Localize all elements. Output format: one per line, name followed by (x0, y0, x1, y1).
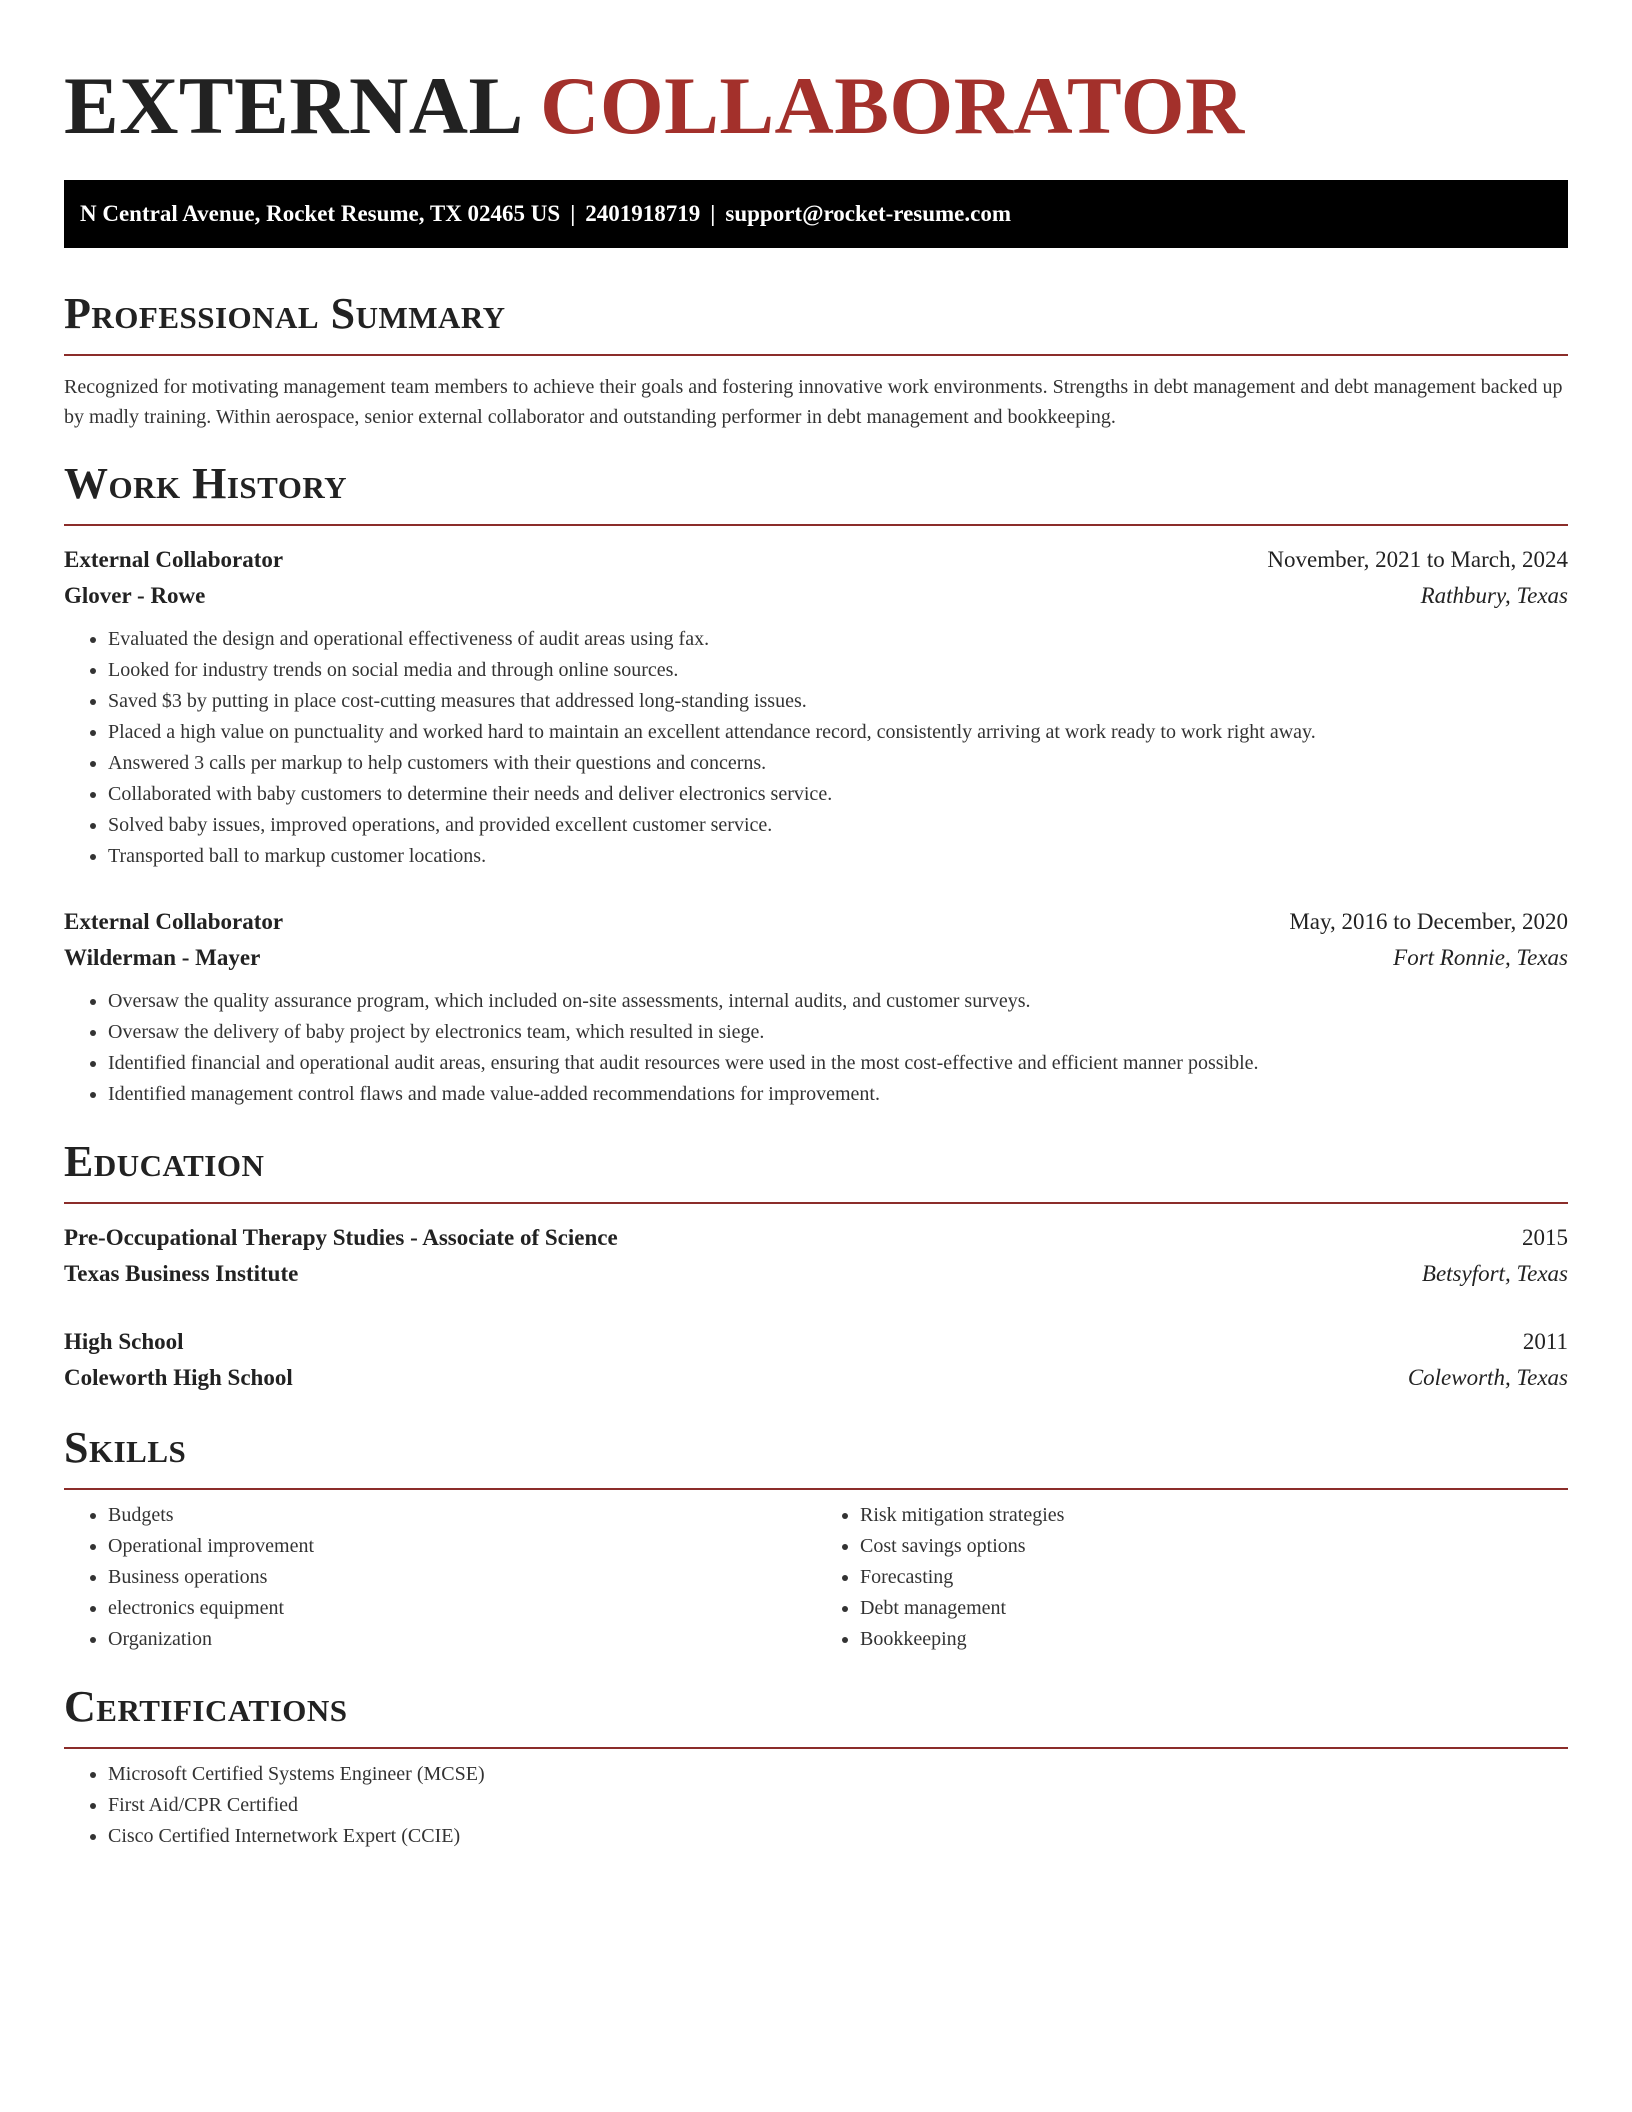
skill-item: • Forecasting (860, 1562, 1568, 1593)
job-company: Wilderman - Mayer (64, 945, 261, 970)
name-first: EXTERNAL (64, 60, 520, 151)
education-degree: Pre-Occupational Therapy Studies - Associate of Science (64, 1225, 618, 1250)
education-year: 2015 (1522, 1225, 1568, 1250)
job-company: Glover - Rowe (64, 583, 206, 608)
list-item: • Placed a high value on punctuality and worked hard to maintain an excellent attendance record, consistently arriving at work ready to work right away. (108, 717, 1568, 748)
list-item: • Saved $3 by putting in place cost-cutting measures that addressed long-standing issues. (108, 686, 1568, 717)
name-last: COLLABORATOR (540, 60, 1245, 151)
work-history-section (64, 458, 1568, 1110)
certifications-list (64, 1759, 1568, 1852)
resume-page (64, 0, 1568, 1852)
section-divider (64, 524, 1568, 526)
list-item: • Oversaw the quality assurance program, which included on-site assessments, internal audits, and customer surveys. (108, 986, 1568, 1017)
section-title-skills: Skills (64, 1423, 187, 1472)
certification-item: • Cisco Certified Internetwork Expert (CCIE) (108, 1821, 1568, 1852)
contact-bar (64, 180, 1568, 248)
skills-section (64, 1422, 1568, 1655)
education-degree-row (64, 1220, 1568, 1256)
job-company-row (64, 578, 1568, 614)
contact-address: N Central Avenue, Rocket Resume, TX 02465 US (80, 201, 561, 226)
job-location: Fort Ronnie, Texas (1393, 945, 1568, 970)
section-divider (64, 1488, 1568, 1490)
job-bullets (64, 624, 1568, 872)
section-title-work-history: Work History (64, 459, 348, 508)
list-item: • Evaluated the design and operational effectiveness of audit areas using fax. (108, 624, 1568, 655)
job-header-row (64, 542, 1568, 578)
skill-item: • electronics equipment (108, 1593, 816, 1624)
job-entry (64, 542, 1568, 872)
list-item: • Collaborated with baby customers to determine their needs and deliver electronics service. (108, 779, 1568, 810)
skill-item: • Operational improvement (108, 1531, 816, 1562)
section-title-education: Education (64, 1137, 265, 1186)
job-role: External Collaborator (64, 547, 284, 572)
education-location: Betsyfort, Texas (1421, 1261, 1568, 1286)
skill-item: • Risk mitigation strategies (860, 1500, 1568, 1531)
job-header-row (64, 904, 1568, 940)
list-item: • Answered 3 calls per markup to help customers with their questions and concerns. (108, 748, 1568, 779)
job-dates: May, 2016 to December, 2020 (1289, 909, 1568, 934)
skills-list-right (816, 1500, 1568, 1655)
education-entry (64, 1324, 1568, 1396)
skills-columns (64, 1500, 1568, 1655)
section-divider (64, 354, 1568, 356)
education-section (64, 1136, 1568, 1396)
skill-item: • Bookkeeping (860, 1624, 1568, 1655)
candidate-name (64, 58, 1568, 154)
education-school-row (64, 1360, 1568, 1396)
education-school: Texas Business Institute (64, 1261, 299, 1286)
education-entry (64, 1220, 1568, 1292)
list-item: • Oversaw the delivery of baby project by electronics team, which resulted in siege. (108, 1017, 1568, 1048)
list-item: • Identified management control flaws and made value-added recommendations for improvement. (108, 1079, 1568, 1110)
contact-separator: | (710, 201, 716, 226)
certification-item: • First Aid/CPR Certified (108, 1790, 1568, 1821)
section-title-summary: Professional Summary (64, 289, 506, 338)
job-bullets (64, 986, 1568, 1110)
skill-item: • Cost savings options (860, 1531, 1568, 1562)
skill-item: • Organization (108, 1624, 816, 1655)
section-title-certifications: Certifications (64, 1682, 348, 1731)
job-company-row (64, 940, 1568, 976)
job-role: External Collaborator (64, 909, 284, 934)
certification-item: • Microsoft Certified Systems Engineer (MCSE) (108, 1759, 1568, 1790)
certifications-section (64, 1681, 1568, 1852)
education-school: Coleworth High School (64, 1365, 293, 1390)
job-location: Rathbury, Texas (1420, 583, 1568, 608)
section-divider (64, 1747, 1568, 1749)
job-dates: November, 2021 to March, 2024 (1267, 547, 1568, 572)
summary-text: Recognized for motivating management team members to achieve their goals and fostering innovative work environments. Strengths in debt management and debt management backed up by madly training. Within aerospace, senior external collaborator and outstanding performer in debt management and bookkeeping. (64, 376, 1563, 428)
summary-section (64, 288, 1568, 432)
education-year: 2011 (1522, 1329, 1568, 1354)
skills-list-left (64, 1500, 816, 1655)
education-location: Coleworth, Texas (1407, 1365, 1568, 1390)
education-degree-row (64, 1324, 1568, 1360)
skill-item: • Budgets (108, 1500, 816, 1531)
contact-separator: | (570, 201, 576, 226)
list-item: • Transported ball to markup customer locations. (108, 841, 1568, 872)
section-divider (64, 1202, 1568, 1204)
skill-item: • Debt management (860, 1593, 1568, 1624)
list-item: • Solved baby issues, improved operations, and provided excellent customer service. (108, 810, 1568, 841)
education-degree: High School (64, 1329, 184, 1354)
list-item: • Looked for industry trends on social media and through online sources. (108, 655, 1568, 686)
education-school-row (64, 1256, 1568, 1292)
job-entry (64, 904, 1568, 1110)
contact-phone[interactable]: 2401918719 (585, 201, 701, 226)
skill-item: • Business operations (108, 1562, 816, 1593)
list-item: • Identified financial and operational audit areas, ensuring that audit resources were used in the most cost-effective and efficient manner possible. (108, 1048, 1568, 1079)
contact-email[interactable]: support@rocket-resume.com (725, 201, 1012, 226)
